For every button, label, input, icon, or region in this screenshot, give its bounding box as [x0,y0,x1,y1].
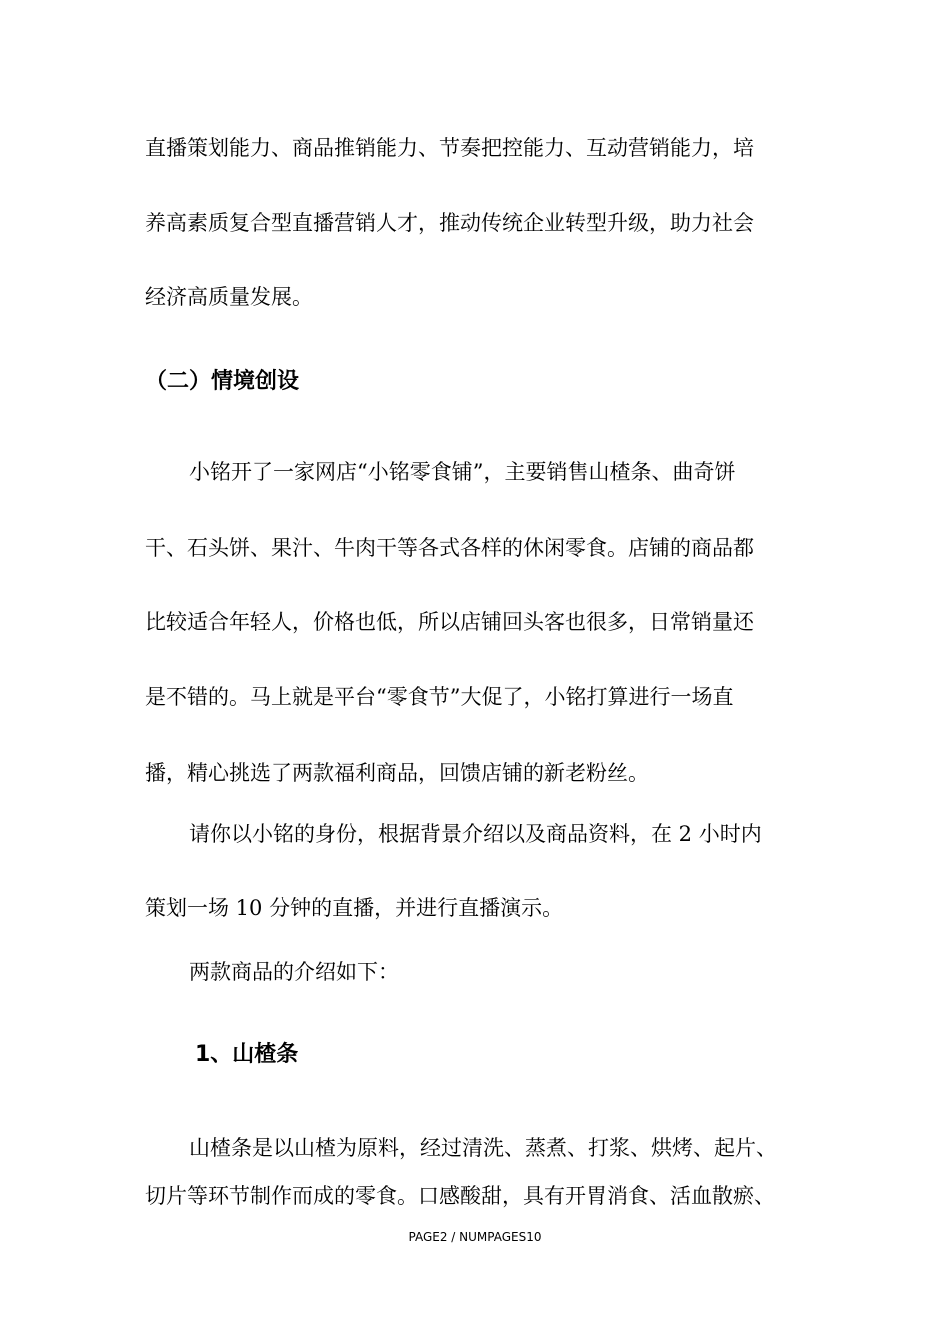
scenario-line-2: 干、石头饼、果汁、牛肉干等各式各样的休闲零食。店铺的商品都 [145,536,754,560]
section-heading: （二）情境创设 [145,369,300,394]
products-intro: 两款商品的介绍如下： [189,960,399,984]
task-line-2: 策划一场 10 分钟的直播，并进行直播演示。 [145,896,564,920]
scenario-line-5: 播，精心挑选了两款福利商品，回馈店铺的新老粉丝。 [145,761,649,785]
product1-line-1: 山楂条是以山楂为原料，经过清洗、蒸煮、打浆、烘烤、起片、 [189,1136,777,1160]
intro-line-2: 养高素质复合型直播营销人才，推动传统企业转型升级，助力社会 [145,211,754,235]
scenario-line-1: 小铭开了一家网店“小铭零食铺”，主要销售山楂条、曲奇饼 [189,460,736,484]
product1-heading: 1、山楂条 [195,1042,299,1067]
scenario-line-3: 比较适合年轻人，价格也低，所以店铺回头客也很多，日常销量还 [145,610,754,634]
intro-line-1: 直播策划能力、商品推销能力、节奏把控能力、互动营销能力，培 [145,136,754,160]
task-line-1: 请你以小铭的身份，根据背景介绍以及商品资料，在 2 小时内 [189,822,762,846]
scenario-line-4: 是不错的。马上就是平台“零食节”大促了，小铭打算进行一场直 [145,685,734,709]
product1-line-2: 切片等环节制作而成的零食。口感酸甜，具有开胃消食、活血散瘀、 [145,1184,775,1208]
page-footer: PAGE2 / NUMPAGES10 [408,1230,542,1244]
intro-line-3: 经济高质量发展。 [145,285,313,309]
